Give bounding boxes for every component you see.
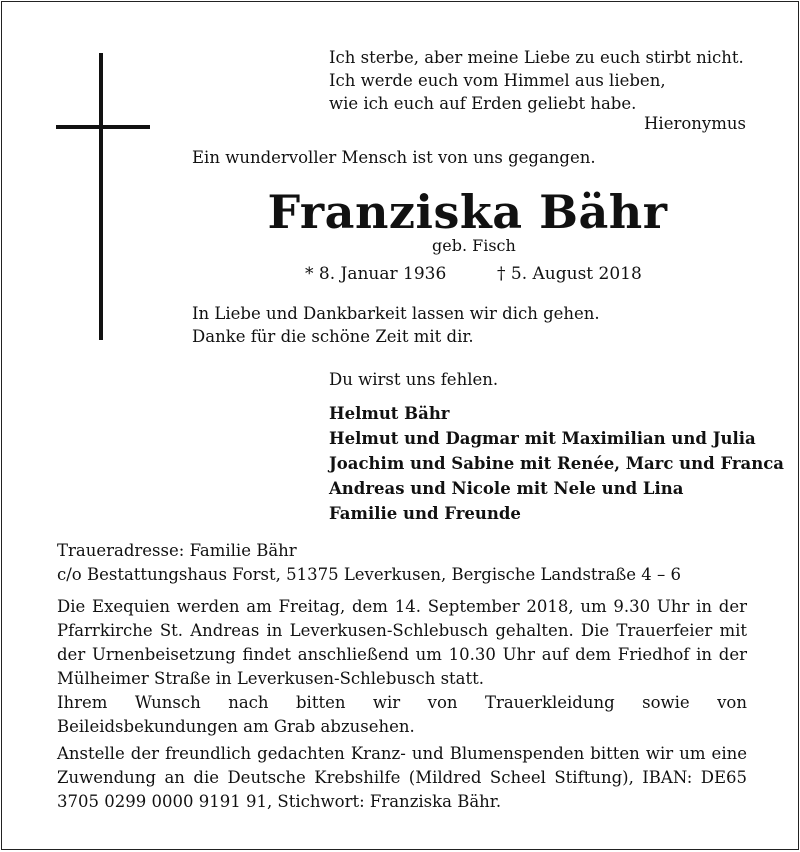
mourner-entry: Familie und Freunde: [329, 504, 521, 523]
mourning-address: [57, 539, 681, 587]
farewell-text: [192, 302, 600, 348]
deceased-name: Franziska Bähr: [267, 185, 668, 239]
farewell-line: In Liebe und Dankbarkeit lassen wir dich gehen.: [192, 304, 600, 323]
maiden-name: geb. Fisch: [432, 236, 516, 255]
quote: [329, 46, 744, 115]
donation-paragraph: Anstelle der freundlich gedachten Kranz- und Blumenspenden bitten wir um eine Zuwendung an die Deutsche Krebshilfe (Mildred Scheel Stiftung), IBAN: DE65 3705 0299 0000 9191 91, Stichwort: Franziska Bähr.: [57, 744, 747, 811]
mourners-list: [329, 401, 784, 526]
mourning-attire-paragraph: Ihrem Wunsch nach bitten wir von Trauerkleidung sowie von Beileidsbekundungen am Grab abzusehen.: [57, 693, 747, 736]
obituary-notice: [1, 1, 799, 850]
mourner-entry: Helmut Bähr: [329, 404, 450, 423]
death-date: † 5. August 2018: [497, 264, 642, 284]
funeral-service-paragraph: Die Exequien werden am Freitag, dem 14. September 2018, um 9.30 Uhr in der Pfarrkirche St. Andreas in Leverkusen-Schlebusch gehalten. Die Trauerfeier mit der Urnenbeisetzung findet anschließend um 10.30 Uhr auf dem Friedhof in der Mülheimer Straße in Leverkusen-Schlebusch statt.: [57, 597, 747, 688]
address-line: Traueradresse: Familie Bähr: [57, 541, 297, 560]
quote-line: Ich werde euch vom Himmel aus lieben,: [329, 71, 666, 90]
farewell-line: Danke für die schöne Zeit mit dir.: [192, 327, 474, 346]
mourner-entry: Joachim und Sabine mit Renée, Marc und Franca: [329, 454, 784, 473]
intro-text: Ein wundervoller Mensch ist von uns gegangen.: [192, 148, 596, 167]
mourner-entry: Helmut und Dagmar mit Maximilian und Julia: [329, 429, 756, 448]
birth-date: * 8. Januar 1936: [305, 264, 447, 284]
address-line: c/o Bestattungshaus Forst, 51375 Leverkusen, Bergische Landstraße 4 – 6: [57, 565, 682, 584]
cross-horizontal-bar: [56, 125, 150, 129]
quote-line: wie ich euch auf Erden geliebt habe.: [329, 94, 637, 113]
quote-line: Ich sterbe, aber meine Liebe zu euch stirbt nicht.: [329, 48, 744, 67]
miss-you-text: Du wirst uns fehlen.: [329, 370, 499, 389]
quote-author: Hieronymus: [644, 114, 746, 133]
mourner-entry: Andreas und Nicole mit Nele und Lina: [329, 479, 684, 498]
